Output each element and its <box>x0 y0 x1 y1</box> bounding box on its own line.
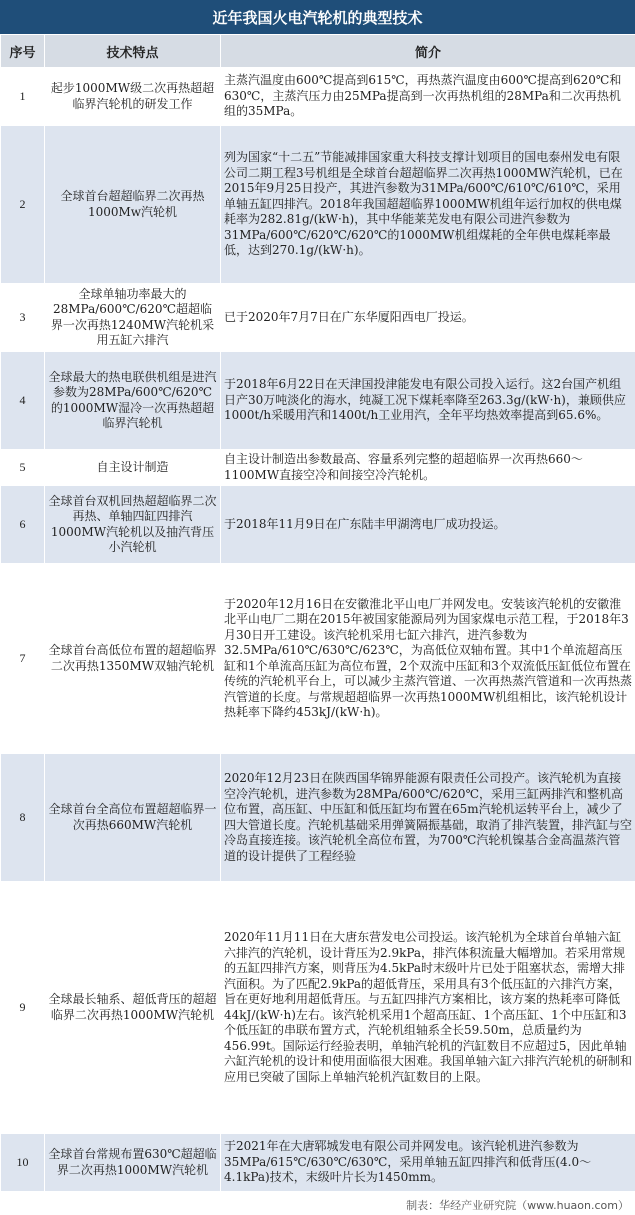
row-no: 10 <box>1 1134 45 1192</box>
row-no: 6 <box>1 486 45 564</box>
row-desc: 已于2020年7月7日在广东华厦阳西电厂投运。 <box>221 284 635 352</box>
row-feature: 全球首台高低位布置的超超临界二次再热1350MW双轴汽轮机 <box>45 564 221 754</box>
row-feature: 全球最长轴系、超低背压的超超临界二次再热1000MW汽轮机 <box>45 882 221 1134</box>
row-desc: 主蒸汽温度由600℃提高到615℃，再热蒸汽温度由600℃提高到620℃和630℃，主蒸汽压力由25MPa提高到一次再热机组的28MPa和二次再热机组的35MPa。 <box>221 68 635 126</box>
row-desc: 于2018年11月9日在广东陆丰甲湖湾电厂成功投运。 <box>221 486 635 564</box>
row-desc: 2020年12月23日在陕西国华锦界能源有限责任公司投产。该汽轮机为直接空冷汽轮机，进汽参数为28MPa/600℃/620℃，采用三缸两排汽和整机高位布置，高压缸、中压缸和低压缸均布置在65m汽轮机运转平台上，减少了四大管道长度。汽轮机基础采用弹簧隔振基础，取消了排汽装置，排汽缸与空冷岛直接连接。该汽轮机全高位布置，为700℃汽轮机镍基合金高温蒸汽管道的设计提供了工程经验 <box>221 754 635 882</box>
row-feature: 自主设计制造 <box>45 450 221 486</box>
row-no: 7 <box>1 564 45 754</box>
table-title: 近年我国火电汽轮机的典型技术 <box>0 0 635 34</box>
table-row <box>1 68 635 126</box>
row-no: 3 <box>1 284 45 352</box>
row-desc: 于2021年在大唐郓城发电有限公司并网发电。该汽轮机进汽参数为35MPa/615℃/630℃/630℃，采用单轴五缸四排汽和低背压(4.0～4.1kPa)技术，末级叶片长为1450mm。 <box>221 1134 635 1192</box>
table-row <box>1 882 635 1134</box>
source-note: 制表：华经产业研究院（www.huaon.com） <box>406 1199 629 1212</box>
row-no: 1 <box>1 68 45 126</box>
row-no: 8 <box>1 754 45 882</box>
table-row <box>1 126 635 284</box>
header-no: 序号 <box>1 35 45 68</box>
table-row <box>1 754 635 882</box>
row-feature: 全球首台双机回热超超临界二次再热、单轴四缸四排汽1000MW汽轮机以及抽汽背压小汽轮机 <box>45 486 221 564</box>
table-row <box>1 450 635 486</box>
row-desc: 列为国家“十二五”节能减排国家重大科技支撑计划项目的国电泰州发电有限公司二期工程3号机组是全球首台超超临界二次再热1000MW汽轮机，已在2015年9月25日投产，其进汽参数为31MPa/600℃/610℃/610℃，采用单轴五缸四排汽。2018年我国超超临界1000MW机组年运行加权的供电煤耗率为282.81g/(kW·h)，其中华能莱芜发电有限公司进汽参数为31MPa/600℃/620℃/620℃的1000MW机组煤耗的全年供电煤耗率最低，达到270.1g/(kW·h)。 <box>221 126 635 284</box>
row-desc: 自主设计制造出参数最高、容量系列完整的超超临界一次再热660～1100MW直接空冷和间接空冷汽轮机。 <box>221 450 635 486</box>
row-no: 9 <box>1 882 45 1134</box>
row-feature: 全球首台全高位布置超超临界一次再热660MW汽轮机 <box>45 754 221 882</box>
row-desc: 于2020年12月16日在安徽淮北平山电厂并网发电。安装该汽轮机的安徽淮北平山电厂二期在2015年被国家能源局列为国家煤电示范工程，于2018年3月30日开工建设。该汽轮机采用七缸六排汽，进汽参数为32.5MPa/610℃/630℃/623℃，为高低位双轴布置。其中1个单流超高压缸和1个单流高压缸为高位布置，2个双流中压缸和3个双流低压缸低位布置在传统的汽轮机平台上，可以减少主蒸汽管道、一次再热蒸汽管道和一次再热蒸汽管道的长度。与常规超超临界一次再热1000MW机组相比，该汽轮机设计热耗率下降约453kJ/(kW·h)。 <box>221 564 635 754</box>
row-feature: 全球最大的热电联供机组是进汽参数为28MPa/600℃/620℃的1000MW湿冷一次再热超超临界汽轮机 <box>45 352 221 450</box>
row-desc: 2020年11月11日在大唐东营发电公司投运。该汽轮机为全球首台单轴六缸六排汽的汽轮机，设计背压为2.9kPa，排汽体积流量大幅增加。若采用常规的五缸四排汽方案，则背压为4.5kPa时末级叶片已处于阻塞状态，需增大排汽面积。为了匹配2.9kPa的超低背压，采用具有3个低压缸的六排汽方案，旨在更好地利用超低背压。与五缸四排汽方案相比，该方案的热耗率可降低44kJ/(kW·h)左右。该汽轮机采用1个超高压缸、1个高压缸、1个中压缸和3个低压缸的串联布置方式，汽轮机组轴系全长59.50m，总质量约为456.99t。国际运行经验表明，单轴汽轮机的汽缸数目不应超过5，因此单轴六缸汽轮机的设计和使用面临很大困难。我国单轴六缸六排汽汽轮机的研制和应用已突破了国际上单轴汽轮机汽缸数目的上限。 <box>221 882 635 1134</box>
row-no: 4 <box>1 352 45 450</box>
table-row <box>1 564 635 754</box>
row-no: 5 <box>1 450 45 486</box>
row-feature: 全球单轴功率最大的28MPa/600℃/620℃超超临界一次再热1240MW汽轮机采用五缸六排汽 <box>45 284 221 352</box>
header-feature: 技术特点 <box>45 35 221 68</box>
row-feature: 全球首台超超临界二次再热1000Mw汽轮机 <box>45 126 221 284</box>
table-row <box>1 486 635 564</box>
row-feature: 全球首台常规布置630℃超超临界二次再热1000MW汽轮机 <box>45 1134 221 1192</box>
header-desc: 简介 <box>221 35 635 68</box>
table-row <box>1 284 635 352</box>
header-row <box>1 35 635 68</box>
row-feature: 起步1000MW级二次再热超超临界汽轮机的研发工作 <box>45 68 221 126</box>
row-desc: 于2018年6月22日在天津国投津能发电有限公司投入运行。这2台国产机组日产30万吨淡化的海水，纯凝工况下煤耗率降至263.3g/(kW·h)，兼顾供应1000t/h采暖用汽和1400t/h工业用汽，全年平均热效率提高到65.6%。 <box>221 352 635 450</box>
table-row <box>1 1134 635 1192</box>
table-row <box>1 352 635 450</box>
row-no: 2 <box>1 126 45 284</box>
tech-table <box>0 34 635 1192</box>
